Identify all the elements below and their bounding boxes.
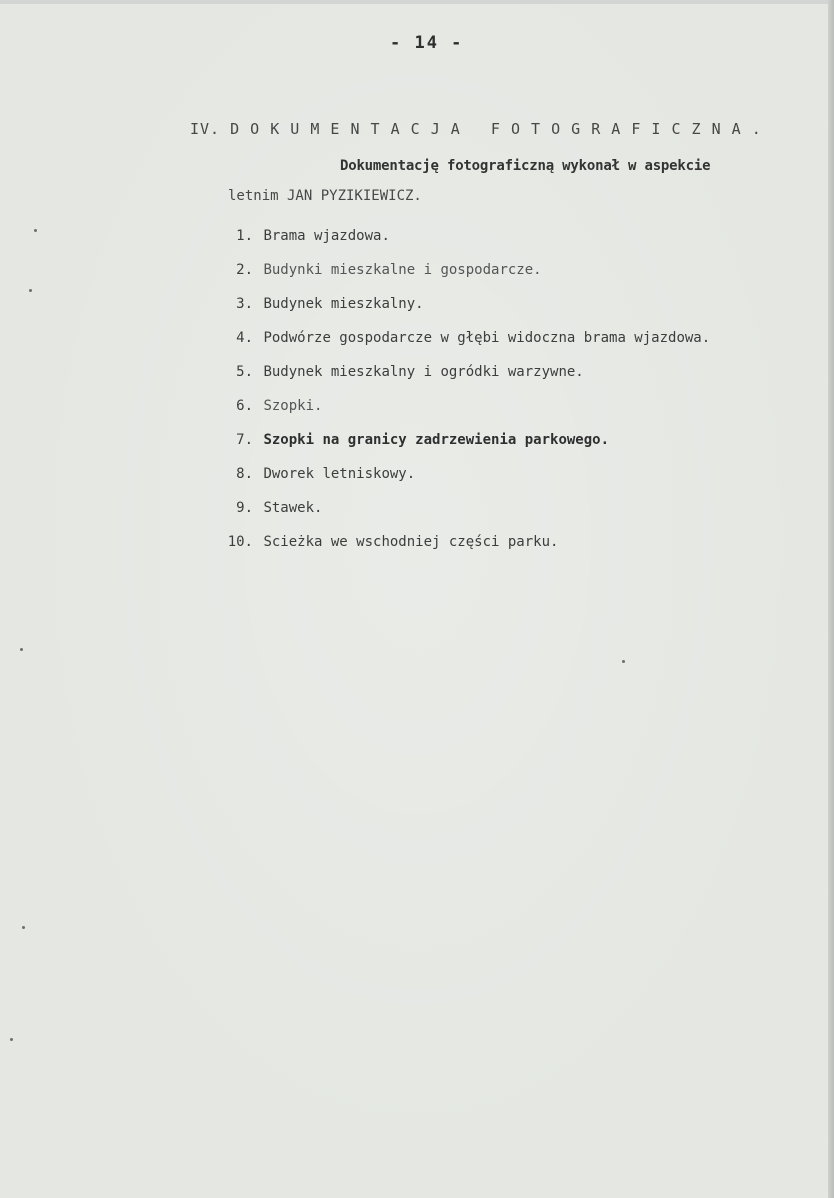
list-item-text: Budynek mieszkalny.	[263, 296, 424, 312]
list-item-number: 1.	[236, 228, 253, 244]
list-item	[213, 466, 813, 500]
list-item-number: 10.	[227, 534, 253, 550]
paper-speck	[10, 1038, 13, 1041]
paper-speck	[29, 289, 32, 292]
paper-speck	[34, 229, 37, 232]
photo-list	[213, 228, 813, 568]
page-top-edge	[0, 0, 834, 4]
list-item-text: Budynek mieszkalny i ogródki warzywne.	[263, 364, 584, 380]
list-item	[213, 330, 813, 364]
list-item-text: Scieżka we wschodniej części parku.	[263, 534, 559, 550]
list-item-number: 9.	[236, 500, 253, 516]
list-item-text: Szopki.	[263, 398, 323, 414]
section-title: IV. D O K U M E N T A C J A F O T O G R A F I C Z N A .	[190, 120, 762, 138]
list-item	[213, 228, 813, 262]
list-item-text: Budynki mieszkalne i gospodarcze.	[263, 262, 542, 278]
list-item-number: 2.	[236, 262, 253, 278]
list-item	[213, 432, 813, 466]
paper-speck	[622, 660, 625, 663]
list-item-number: 7.	[236, 432, 253, 448]
paper-speck	[20, 648, 23, 651]
paper-speck	[22, 926, 25, 929]
list-item	[213, 398, 813, 432]
list-item-text: Szopki na granicy zadrzewienia parkowego.	[263, 432, 610, 448]
page-number: - 14 -	[390, 33, 464, 53]
page-right-edge	[828, 0, 834, 1198]
intro-line-1: Dokumentację fotograficzną wykonał w aspekcie	[340, 158, 711, 174]
list-item-text: Podwórze gospodarcze w głębi widoczna brama wjazdowa.	[263, 330, 711, 346]
list-item-number: 8.	[236, 466, 253, 482]
list-item	[213, 500, 813, 534]
list-item-text: Stawek.	[263, 500, 323, 516]
list-item	[213, 262, 813, 296]
list-item-number: 6.	[236, 398, 253, 414]
list-item-number: 3.	[236, 296, 253, 312]
list-item	[213, 534, 813, 568]
intro-line-2: letnim JAN PYZIKIEWICZ.	[228, 188, 422, 204]
list-item-text: Brama wjazdowa.	[263, 228, 390, 244]
list-item	[213, 364, 813, 398]
list-item	[213, 296, 813, 330]
list-item-text: Dworek letniskowy.	[263, 466, 416, 482]
list-item-number: 5.	[236, 364, 253, 380]
list-item-number: 4.	[236, 330, 253, 346]
